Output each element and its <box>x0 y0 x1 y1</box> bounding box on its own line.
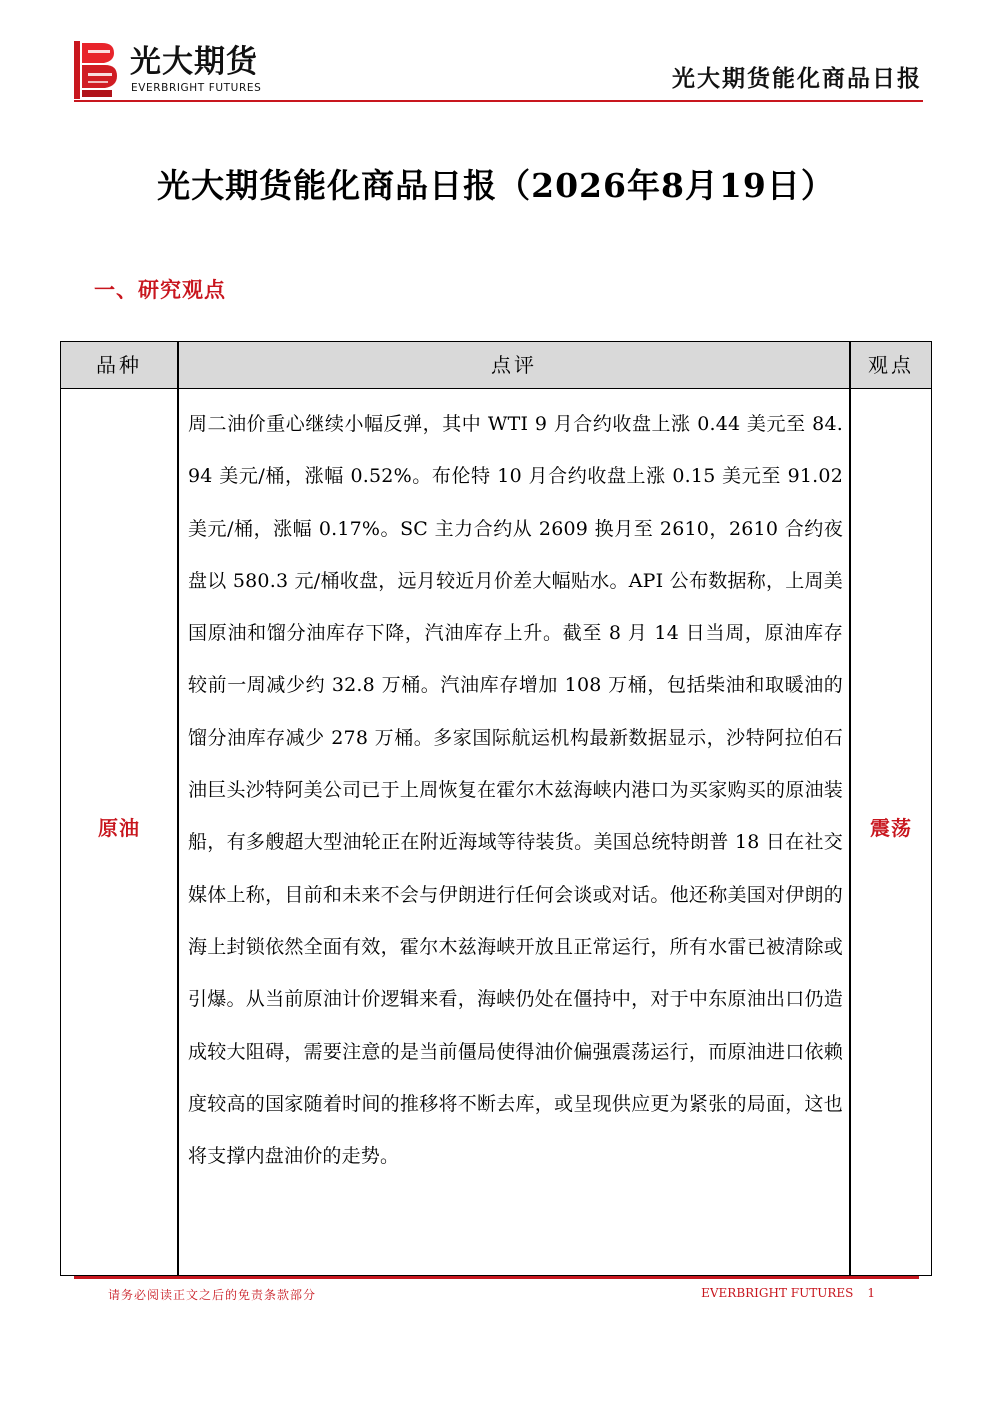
column-divider <box>177 342 179 1275</box>
footer-info <box>701 1286 875 1300</box>
header-view: 观点 <box>868 353 914 377</box>
footer-company: EVERBRIGHT FUTURES <box>701 1286 854 1300</box>
header-variety: 品种 <box>96 353 142 377</box>
company-logo <box>74 41 284 99</box>
everbright-logo-icon <box>74 41 118 99</box>
row-view-cell: 震荡 <box>870 816 912 840</box>
logo-english-name: EVERBRIGHT FUTURES <box>131 82 262 94</box>
report-name: 光大期货能化商品日报 <box>672 66 922 92</box>
logo-chinese-name: 光大期货 <box>130 44 258 80</box>
header-comment: 点评 <box>491 353 537 377</box>
page-header <box>0 0 992 110</box>
row-comment-cell: 周二油价重心继续小幅反弹，其中 WTI 9 月合约收盘上涨 0.44 美元至 84.94 美元/桶，涨幅 0.52%。布伦特 10 月合约收盘上涨 0.15 美元至 91.02 美元/桶，涨幅 0.17%。SC 主力合约从 2609 换月至 2610，2610 合约夜盘以 580.3 元/桶收盘，远月较近月价差大幅贴水。API 公布数据称，上周美国原油和馏分油库存下降，汽油库存上升。截至 8 月 14 日当周，原油库存较前一周减少约 32.8 万桶。汽油库存增加 108 万桶，包括柴油和取暖油的馏分油库存减少 278 万桶。多家国际航运机构最新数据显示，沙特阿拉伯石油巨头沙特阿美公司已于上周恢复在霍尔木兹海峡内港口为买家购买的原油装船，有多艘超大型油轮正在附近海域等待装货。美国总统特朗普 18 日在社交媒体上称，目前和未来不会与伊朗进行任何会谈或对话。他还称美国对伊朗的海上封锁依然全面有效，霍尔木兹海峡开放且正常运行，所有水雷已被清除或引爆。从当前原油计价逻辑来看，海峡仍处在僵持中，对于中东原油出口仍造成较大阻碍，需要注意的是当前僵局使得油价偏强震荡运行，而原油进口依赖度较高的国家随着时间的推移将不断去库，或呈现供应更为紧张的局面，这也将支撑内盘油价的走势。 <box>188 413 843 1168</box>
document-title: 光大期货能化商品日报（2026年8月19日） <box>157 166 835 205</box>
footer-disclaimer: 请务必阅读正文之后的免责条款部分 <box>108 1288 317 1302</box>
section-heading: 一、研究观点 <box>94 277 226 302</box>
column-divider <box>849 342 851 1275</box>
research-view-table <box>60 341 932 1276</box>
table-header-row <box>61 342 931 389</box>
row-variety-cell: 原油 <box>98 816 140 840</box>
header-divider <box>74 100 923 102</box>
footer-divider <box>74 1276 919 1279</box>
page-number: 1 <box>867 1286 875 1300</box>
